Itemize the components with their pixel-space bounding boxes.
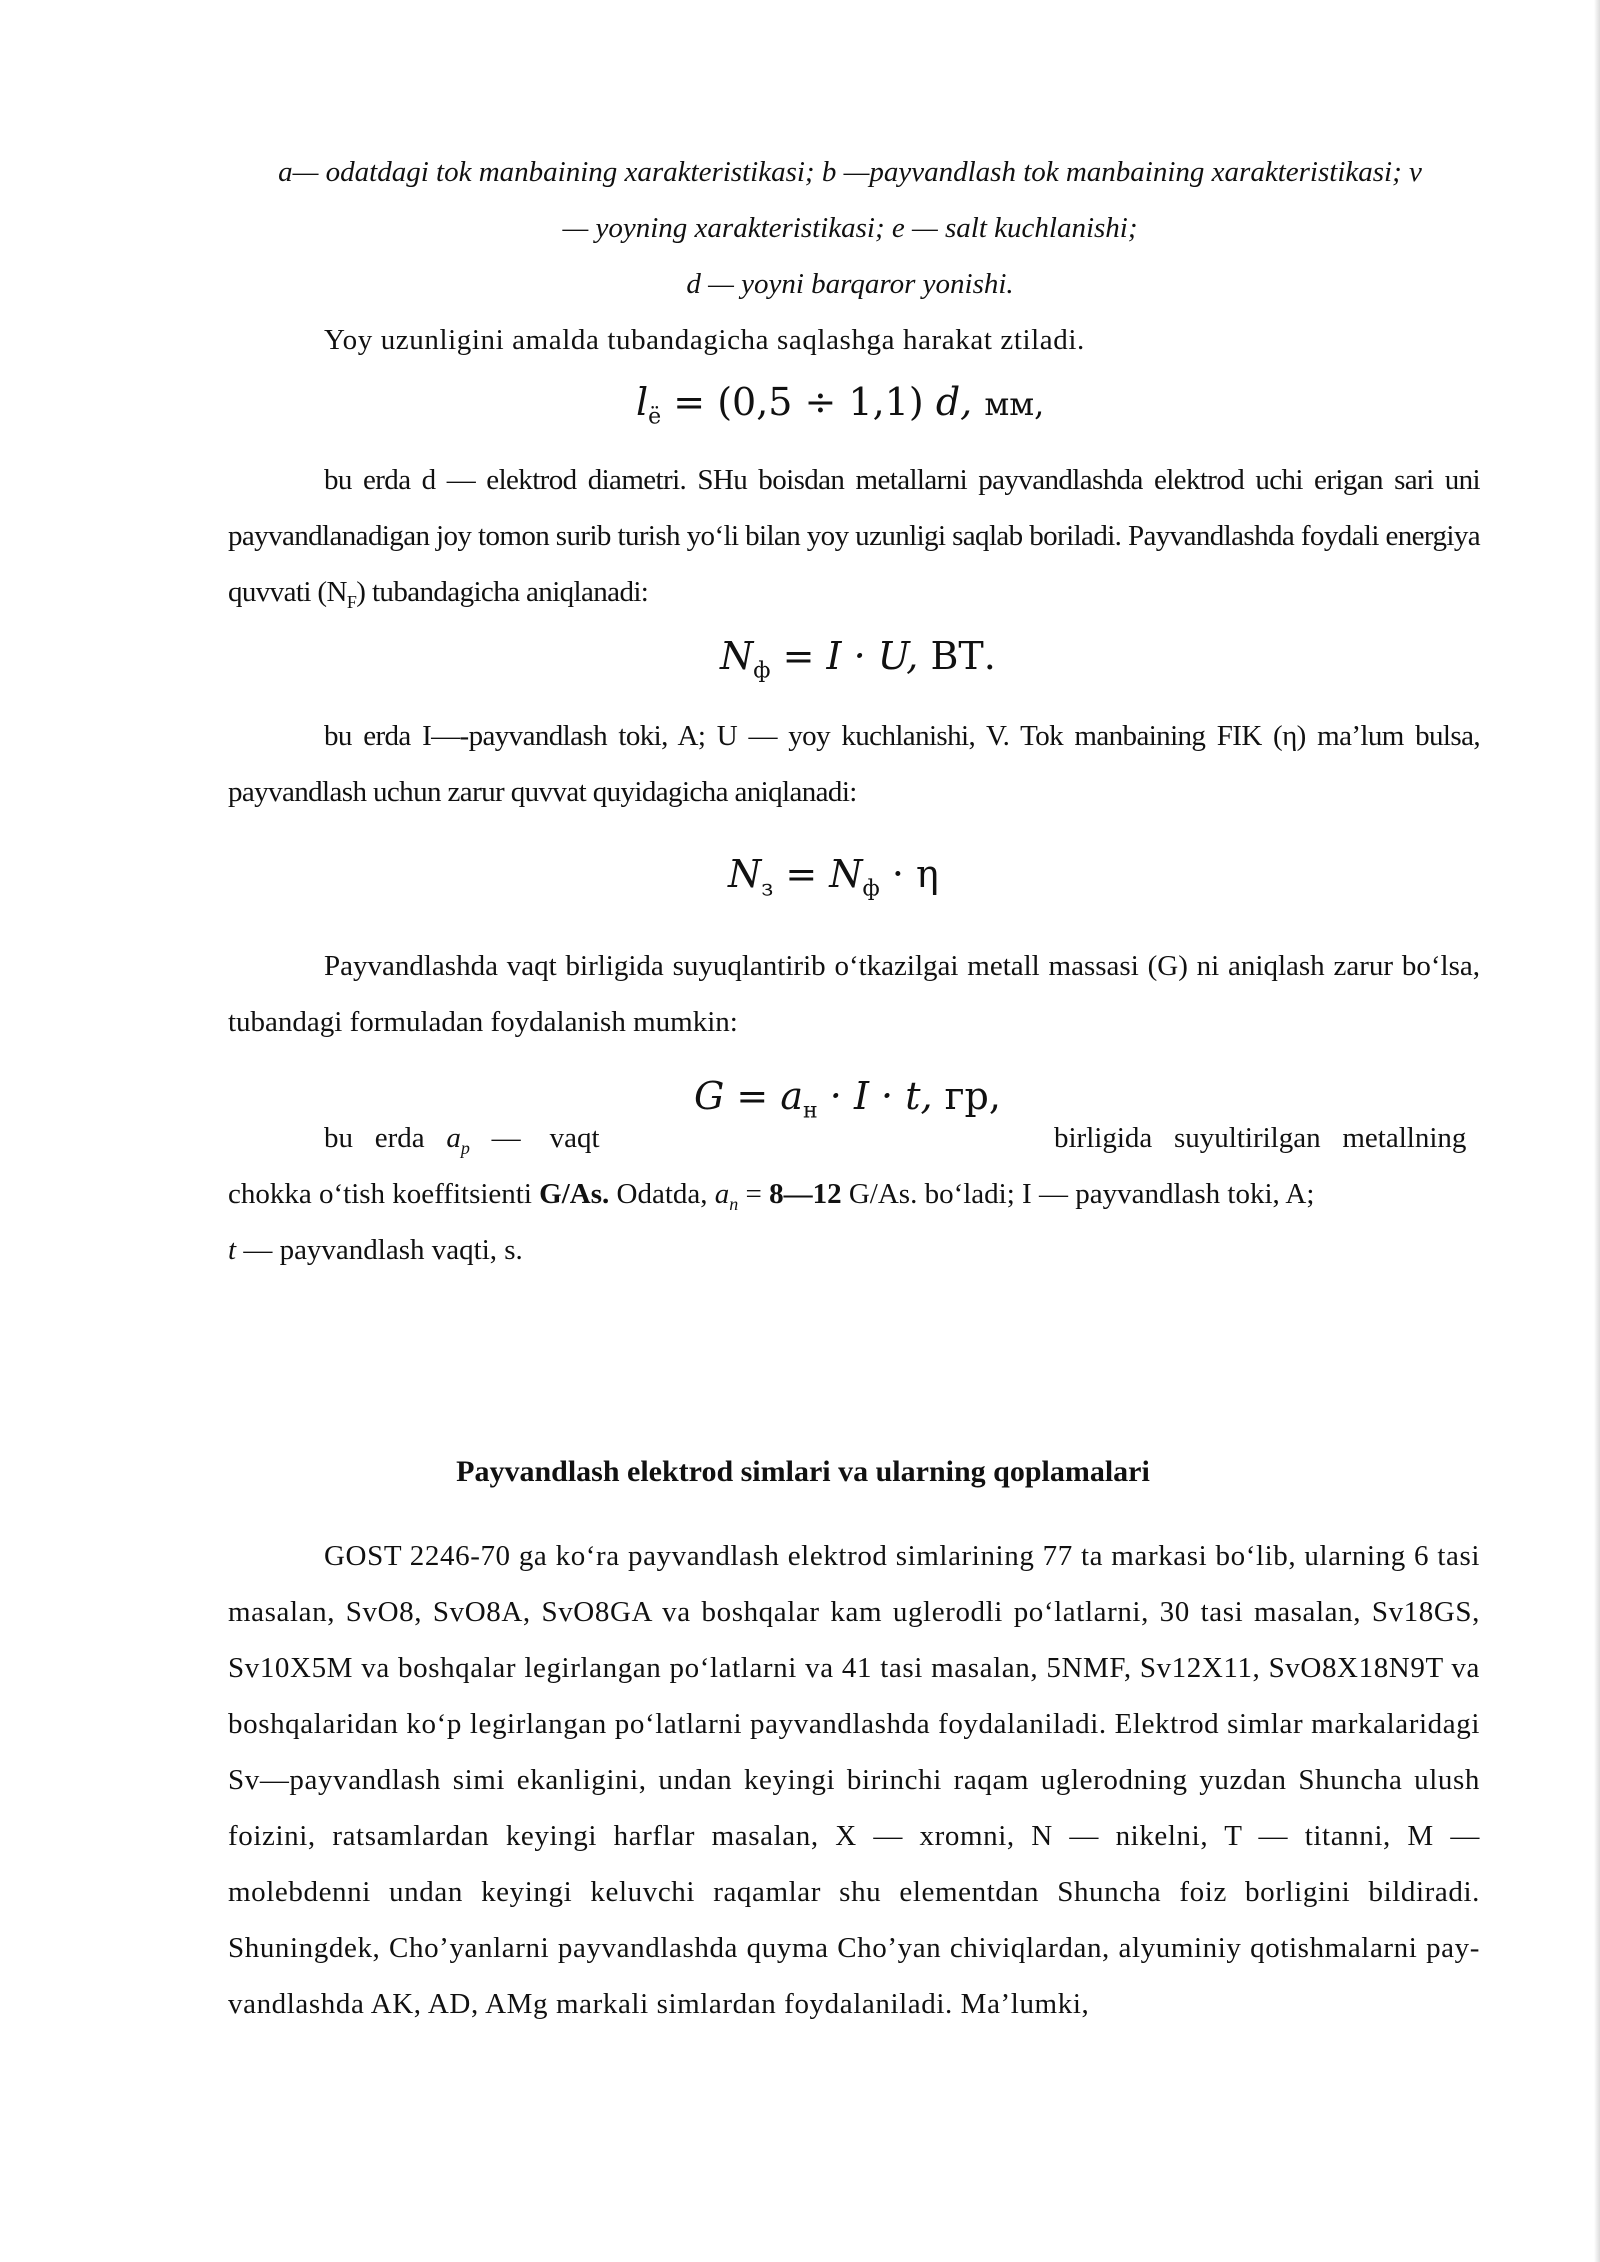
power-subscript: F — [346, 591, 357, 612]
formula-metal-mass-sub: н — [803, 1098, 818, 1124]
paragraph-electrode-wires: GOST 2246-70 ga ko‘ra payvandlash elektrod simlarining 77 ta markasi bo‘lib, ularning 6 tasi masalan, SvO8, SvO8A, SvO8GA va boshqalar kam uglerodli po‘latlarni, 30 tasi masalan, Sv18GS, Sv10X5M va boshqalar legirlangan po‘latlarni va 41 tasi masalan, 5NMF, Sv12X11, SvO8X18N9T va boshqalaridan ko‘p legirlangan po‘latlarni payvandlashda foydalaniladi. Elektrod simlar markalaridagi Sv—payvandlash simi ekanligini, undan keyingi birinchi raqam uglerodning yuzdan Shuncha ulush foizini, ratsamlardan keyingi harflar masalan, X — xromni, N — nikelni, T — titanni, M — molebdenni undan keyingi keluvchi raqamlar shu elementdan Shuncha foiz borligini bildiradi. Shuningdek, Cho’yanlarni payvandlashda quyma Cho’yan chiviqlardan, alyuminiy qotishmalarni pay-vandlashda AK, AD, AMg markali simlardan foydalaniladi. Ma’lumki, — [228, 1540, 1480, 2020]
section-heading: Payvandlash elektrod simlari va ularning qoplamalari — [456, 1455, 1150, 1488]
coefficient-line-3-rest: — payvandlash vaqti, s. — [236, 1234, 523, 1266]
formula-required-power-eq: = — [785, 852, 818, 896]
time-symbol: t — [228, 1234, 237, 1266]
formula-metal-mass — [694, 1074, 1001, 1124]
formula-metal-mass-rhs: · I · t, — [829, 1074, 933, 1118]
coefficient-symbol-2-sub: n — [729, 1193, 739, 1214]
formula-useful-power-unit: ВТ. — [930, 634, 996, 678]
formula-required-power-lhs-sub: з — [761, 876, 774, 902]
paragraph-arc-length: Yoy uzunligini amalda tubandagicha saqlashga harakat ztiladi. — [324, 324, 1085, 356]
paragraph-metal-mass: Payvandlashda vaqt birligida suyuqlantirib o‘tkazilgai metall massasi (G) ni aniqlash zarur bo‘lsa, tubandagi formuladan foydalanish mumkin: — [228, 950, 1480, 1038]
formula-required-power — [728, 852, 939, 902]
formula-arc-length-rhs: = (0,5 ÷ 1,1) — [673, 380, 924, 424]
formula-required-power-rhs-sub: ф — [862, 876, 880, 902]
page-edge-shadow — [1594, 0, 1600, 2262]
coefficient-symbol: a — [446, 1122, 461, 1154]
coefficient-line-2-c: = — [738, 1178, 770, 1210]
coefficient-line-2-a: chokka o‘tish koeffitsienti — [228, 1178, 540, 1210]
paragraph-electrode-diameter-text-1: bu erda d — elektrod diametri. SHu boisdan metallarni payvandlashda elektrod uchi erigan sari uni payvandlanadigan joy tomon surib turish yo‘li bilan yoy uzunligi saqlab boriladi. Payvandlashda foydali energiya quvvati (N — [228, 464, 1480, 608]
coefficient-line-left-b: — vaqt — [491, 1122, 600, 1154]
coefficient-line-right: birligida suyultirilgan metallning — [1054, 1122, 1467, 1154]
coefficient-line-2-d: G/As. bo‘ladi; I — payvandlash toki, A; — [841, 1178, 1315, 1210]
formula-arc-length-unit: мм, — [984, 385, 1045, 423]
paragraph-electrode-diameter-text-2: ) tubandagicha aniqlanadi: — [356, 576, 649, 608]
formula-metal-mass-unit: гр, — [944, 1074, 1001, 1118]
figure-caption-line-1: a— odatdagi tok manbaining xarakteristikasi; b —payvandlash tok manbaining xarakteristikasi; v — [278, 156, 1422, 188]
paragraph-required-power: bu erda I—-payvandlash toki, A; U — yoy kuchlanishi, V. Tok manbaining FIK (η) ma’lum bulsa, payvandlash uchun zarur quvvat quyidagicha aniqlanadi: — [228, 720, 1480, 808]
coefficient-unit: G/As. — [539, 1178, 610, 1210]
coefficient-range: 8—12 — [769, 1178, 842, 1210]
figure-caption-line-3: d — yoyni barqaror yonishi. — [686, 268, 1014, 300]
coefficient-symbol-2: a — [714, 1178, 730, 1210]
formula-arc-length-lhs-sub: ё — [648, 404, 662, 430]
figure-caption-line-2: — yoyning xarakteristikasi; e — salt kuchlanishi; — [562, 212, 1138, 244]
formula-required-power-tail: · η — [891, 852, 939, 896]
formula-useful-power-lhs: N — [720, 634, 754, 678]
coefficient-line-2-b: Odatda, — [609, 1178, 715, 1210]
coefficient-symbol-sub: p — [460, 1137, 470, 1158]
formula-arc-length — [636, 380, 1044, 430]
formula-arc-length-var: d, — [935, 380, 973, 424]
formula-required-power-lhs: N — [728, 852, 762, 896]
coefficient-line-3 — [228, 1222, 523, 1278]
formula-required-power-rhs: N — [829, 852, 863, 896]
paragraph-electrode-diameter — [228, 452, 1480, 630]
formula-useful-power — [720, 634, 996, 684]
formula-useful-power-rhs: = I · U, — [782, 634, 919, 678]
formula-metal-mass-lhs: G = a — [694, 1074, 804, 1118]
formula-useful-power-lhs-sub: ф — [753, 658, 771, 684]
formula-arc-length-lhs: l — [636, 380, 649, 424]
coefficient-line-left-a: bu erda — [324, 1122, 425, 1154]
